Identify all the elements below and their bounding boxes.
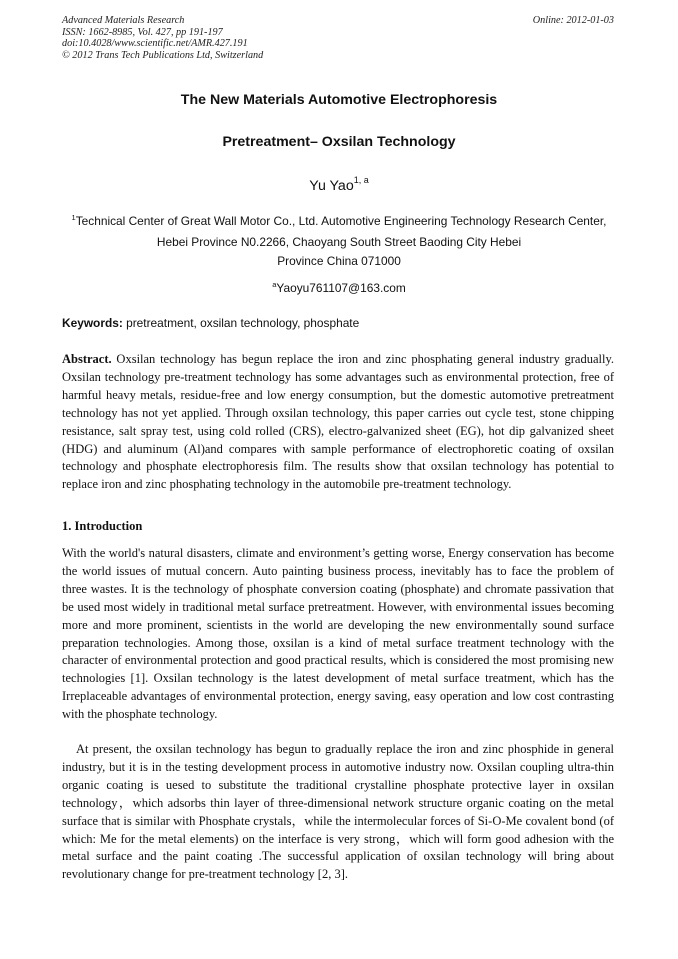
journal-name: Advanced Materials Research xyxy=(62,15,185,26)
email-line xyxy=(70,275,608,299)
paper-title-line1: The New Materials Automotive Electrophoresis xyxy=(180,92,498,108)
affiliation-line1 xyxy=(70,208,608,252)
journal-header xyxy=(62,15,614,61)
issn-line: ISSN: 1662-8985, Vol. 427, pp 191-197 xyxy=(62,26,223,38)
keywords-text: pretreatment, oxsilan technology, phosphate xyxy=(126,316,360,330)
introduction-paragraph-2: At present, the oxsilan technology has begun to gradually replace the iron and zinc phosphide in general industry, but it is in the testing development process in automotive industry now. Oxsilan coupling ultra-thin organic coating is uesed to substitute the traditional crystalline phosphate protective layer in oxsilan technology，which adsorbs thin layer of three-dimensional network structure organic coating on the metal surface that is similar with Phosphate crystals，while the intermolecular forces of Si-O-Me covalent bond (of which: Me for the metal elements) on the interface is very strong，which will form good adhesion with the metal surface and the paint coating .The successful application of oxsilan technology will bring about revolutionary change for pre-treatment technology [2, 3]. xyxy=(62,742,614,882)
online-date: Online: 2012-01-03 xyxy=(532,15,614,26)
introduction-paragraph-1: With the world's natural disasters, climate and environment’s getting worse, Energy conservation has become the world issues of mutual concern. Auto painting business process, inevitably has to face the problem of three wastes. It is the technology of phosphate conversion coating (phosphate) and chromate passivation that be used most widely in traditional metal surface pretreatment. However, with environmental issues becoming more and more prominent, scientists in the world are developing the new environmentally sound surface preparation technologies. Among those, oxsilan is a kind of metal surface treatment technology with the character of environmental protection and good practical results, which is considered the most promising new technologies [1]. Oxsilan technology is the latest development of metal surface treatment, which has the Irreplaceable advantages of environmental protection, energy saving, easy operation and low cost contrasting with the phosphate technology. xyxy=(62,546,614,722)
copyright-line: © 2012 Trans Tech Publications Ltd, Switzerland xyxy=(62,49,264,61)
author-superscript: 1, a xyxy=(353,175,369,185)
email-superscript: a xyxy=(272,280,277,289)
paper-title-line2: Pretreatment– Oxsilan Technology xyxy=(222,134,456,150)
abstract xyxy=(62,351,614,494)
affiliation-line2: Province China 071000 xyxy=(277,254,401,268)
author-email: Yaoyu761107@163.com xyxy=(276,281,406,295)
keywords xyxy=(62,316,614,330)
doi-line: doi:10.4028/www.scientific.net/AMR.427.191 xyxy=(62,38,248,50)
keywords-label: Keywords: xyxy=(62,316,123,330)
abstract-label: Abstract. xyxy=(62,352,112,366)
affiliation-superscript: 1 xyxy=(71,213,76,222)
affiliation-text: Technical Center of Great Wall Motor Co., Ltd. Automotive Engineering Technology Research Center, Hebei Province N0.2266, Chaoyang South Street Baoding City Hebei xyxy=(75,214,607,249)
section-heading-introduction: 1. Introduction xyxy=(62,519,143,533)
abstract-text: Oxsilan technology has begun replace the iron and zinc phosphating general industry gradually. Oxsilan technology pre-treatment technology has some advantages such as environmental protection, free of harmful heavy metals, residue-free and low energy consumption, but the domestic automotive pretreatment technology has not yet applied. Through oxsilan technology, this paper carries out cycle test, stone chipping resistance, salt spray test, using cold rolled (CRS), electro-galvanized sheet (EG), hot dip galvanized sheet (HDG) and aluminum (Al)and compares with sample performance of electrophoretic coating of oxsilan technology and phosphate electrophoresis film. The results show that oxsilan technology has potential to replace iron and zinc phosphating technology in the automobile pre-treatment technology. xyxy=(62,352,615,492)
author-line xyxy=(0,175,678,194)
author-name: Yu Yao xyxy=(309,178,354,194)
